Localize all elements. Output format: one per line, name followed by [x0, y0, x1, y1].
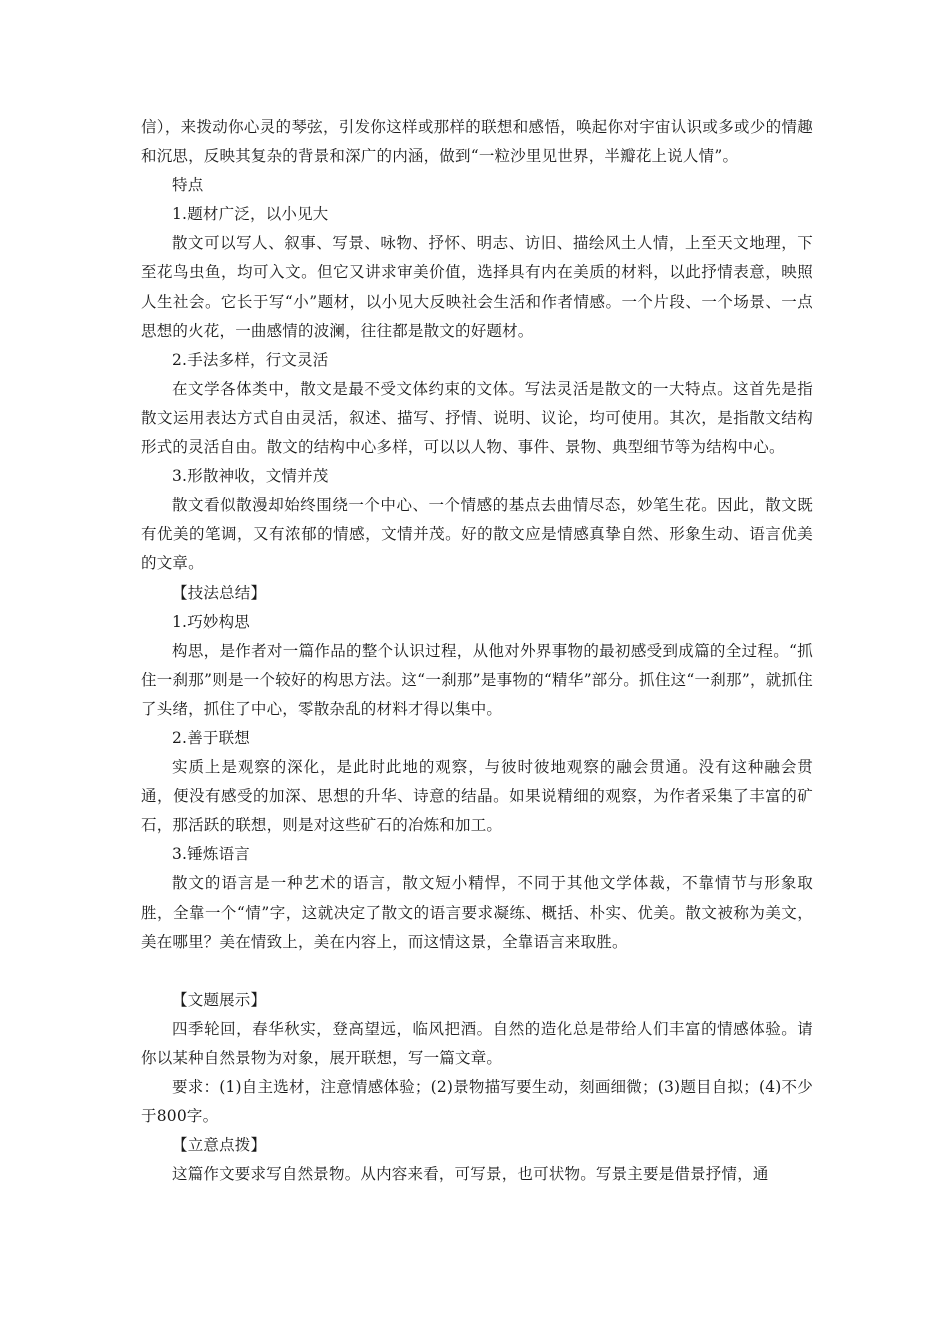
skill-3-title: 3.锤炼语言	[172, 845, 250, 864]
guide-heading: 【立意点拨】	[172, 1136, 267, 1155]
topic-heading: 【文题展示】	[172, 990, 267, 1009]
feature-1-title: 1.题材广泛，以小见大	[172, 205, 329, 224]
document-body	[141, 113, 813, 1189]
requirements-paragraph: 要求：(1)自主选材，注意情感体验；(2)景物描写要生动，刻画细微；(3)题目自拟；(4)不少于800字。	[141, 1078, 813, 1126]
skill-1-body: 构思，是作者对一篇作品的整个认识过程，从他对外界事物的最初感受到成篇的全过程。“抓住一刹那”则是一个较好的构思方法。这“一刹那”是事物的“精华”部分。抓住这“一刹那”，就抓住了头绪，抓住了中心，零散杂乱的材料才得以集中。	[141, 641, 813, 718]
skills-heading: 【技法总结】	[172, 583, 267, 602]
section-spacer	[141, 957, 813, 986]
skill-2-title: 2.善于联想	[172, 728, 250, 747]
feature-2-title: 2.手法多样，行文灵活	[172, 350, 329, 369]
topic-body: 四季轮回，春华秋实，登高望远，临风把酒。自然的造化总是带给人们丰富的情感体验。请你以某种自然景物为对象，展开联想，写一篇文章。	[141, 1019, 813, 1067]
intro-paragraph: 信），来拨动你心灵的琴弦，引发你这样或那样的联想和感悟，唤起你对宇宙认识或多或少的情趣和沉思，反映其复杂的背景和深广的内涵，做到“一粒沙里见世界，半瓣花上说人情”。	[141, 118, 813, 166]
skill-2-body: 实质上是观察的深化，是此时此地的观察，与彼时彼地观察的融会贯通。没有这种融会贯通，便没有感受的加深、思想的升华、诗意的结晶。如果说精细的观察，为作者采集了丰富的矿石，那活跃的联想，则是对这些矿石的冶炼和加工。	[141, 758, 813, 835]
feature-3-body: 散文看似散漫却始终围绕一个中心、一个情感的基点去曲情尽态，妙笔生花。因此，散文既有优美的笔调，又有浓郁的情感，文情并茂。好的散文应是情感真挚自然、形象生动、语言优美的文章。	[141, 496, 813, 573]
skill-1-title: 1.巧妙构思	[172, 612, 250, 631]
guide-body: 这篇作文要求写自然景物。从内容来看，可写景，也可状物。写景主要是借景抒情，通	[172, 1165, 769, 1184]
feature-1-body: 散文可以写人、叙事、写景、咏物、抒怀、明志、访旧、描绘风土人情，上至天文地理，下至花鸟虫鱼，均可入文。但它又讲求审美价值，选择具有内在美质的材料，以此抒情表意，映照人生社会。它长于写“小”题材，以小见大反映社会生活和作者情感。一个片段、一个场景、一点思想的火花，一曲感情的波澜，往往都是散文的好题材。	[141, 234, 813, 340]
feature-3-title: 3.形散神收，文情并茂	[172, 467, 329, 486]
skill-3-body: 散文的语言是一种艺术的语言，散文短小精悍，不同于其他文学体裁，不靠情节与形象取胜，全靠一个“情”字，这就决定了散文的语言要求凝练、概括、朴实、优美。散文被称为美文，美在哪里？美在情致上，美在内容上，而这情这景，全靠语言来取胜。	[141, 874, 813, 951]
feature-2-body: 在文学各体类中，散文是最不受文体约束的文体。写法灵活是散文的一大特点。这首先是指散文运用表达方式自由灵活，叙述、描写、抒情、说明、议论，均可使用。其次，是指散文结构形式的灵活自由。散文的结构中心多样，可以以人物、事件、景物、典型细节等为结构中心。	[141, 379, 813, 457]
features-heading: 特点	[172, 176, 204, 195]
